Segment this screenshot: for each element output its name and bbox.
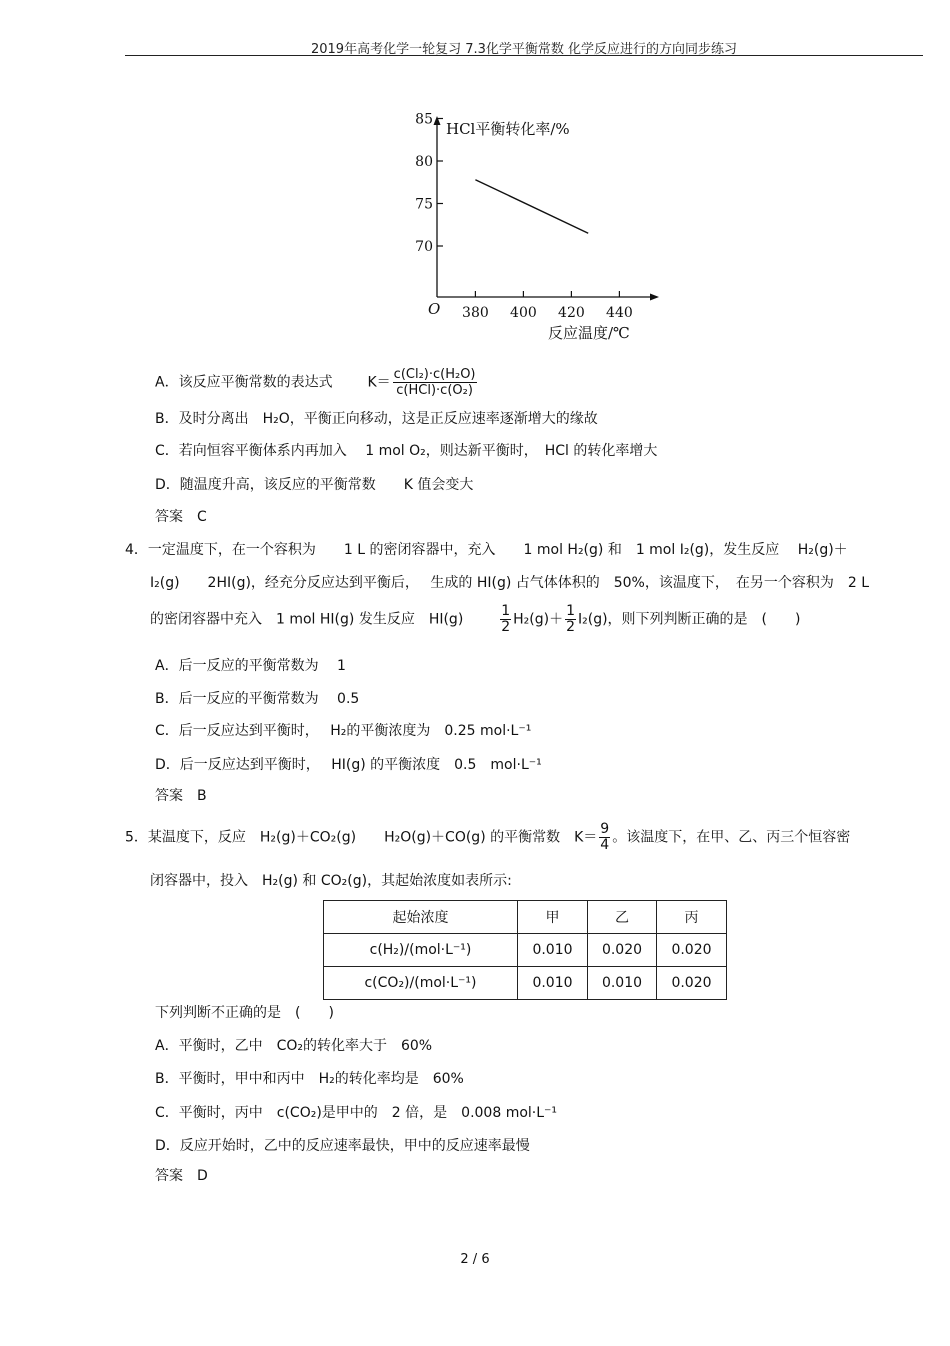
q4-stem-line3-b: H₂(g)＋	[513, 611, 564, 628]
q3-option-d: D．随温度升高，该反应的平衡常数 K 值会变大	[155, 477, 474, 493]
q5-answer: 答案 D	[155, 1168, 208, 1184]
y-axis-arrow	[434, 116, 441, 125]
q5-stem-line1-a: 5．某温度下，反应 H₂(g)＋CO₂(g) H₂O(g)＋CO(g) 的平衡常数 K＝	[125, 829, 598, 846]
equilibrium-constant-fraction	[393, 367, 477, 398]
q5-stem-line1	[125, 822, 850, 853]
table-cell: 0.020	[588, 934, 657, 967]
fraction-denominator: 2	[501, 619, 511, 635]
page-header: 2019年高考化学一轮复习 7.3化学平衡常数 化学反应进行的方向同步练习	[310, 42, 738, 57]
q3-option-a	[155, 367, 479, 398]
fraction-numerator: 9	[600, 821, 610, 837]
q3-answer: 答案 C	[155, 509, 207, 525]
x-tick-label: 420	[558, 305, 585, 321]
y-tick-label: 75	[415, 196, 433, 213]
q3-option-c: C．若向恒容平衡体系内再加入 1 mol O₂，则达新平衡时， HCl 的转化率增大	[155, 443, 658, 459]
q4-stem-line3	[150, 604, 800, 635]
y-tick-label: 70	[415, 239, 433, 255]
q5-stem-line1-b: 。该温度下，在甲、乙、丙三个恒容密	[612, 829, 851, 846]
q4-answer: 答案 B	[155, 788, 207, 804]
q5-stem-line2: 闭容器中，投入 H₂(g) 和 CO₂(g)，其起始浓度如表所示:	[150, 873, 512, 889]
table-cell: c(H₂)/(mol·L⁻¹)	[324, 934, 518, 967]
table-row	[324, 934, 727, 967]
q4-stem-line3-c: I₂(g)，则下列判断正确的是 ( )	[578, 611, 801, 628]
q5-option-d: D．反应开始时，乙中的反应速率最快，甲中的反应速率最慢	[155, 1138, 530, 1154]
q3-option-b: B．及时分离出 H₂O，平衡正向移动，这是正反应速率逐渐增大的缘故	[155, 411, 598, 427]
fraction-numerator: c(Cl₂)·c(H₂O)	[393, 367, 476, 382]
table-cell: 0.010	[588, 967, 657, 1000]
x-tick-label: 400	[510, 305, 537, 321]
origin-label: O	[428, 300, 441, 318]
initial-concentration-table	[323, 900, 727, 1000]
q4-option-d: D．后一反应达到平衡时， HI(g) 的平衡浓度 0.5 mol·L⁻¹	[155, 757, 542, 773]
table-row	[324, 967, 727, 1000]
q5-option-a: A．平衡时，乙中 CO₂的转化率大于 60%	[155, 1038, 433, 1054]
q3-option-a-k: K＝	[367, 374, 391, 391]
y-axis-label: HCl平衡转化率/%	[446, 120, 570, 138]
table-header-cell: 甲	[518, 901, 588, 934]
table-header-cell: 丙	[657, 901, 727, 934]
table-cell: 0.010	[518, 967, 588, 1000]
half-fraction	[565, 604, 576, 635]
table-header-cell: 起始浓度	[324, 901, 518, 934]
q5-stem: 下列判断不正确的是 ( )	[155, 1005, 334, 1021]
k-fraction	[599, 822, 610, 853]
page-number: 2 / 6	[460, 1252, 490, 1267]
fraction-denominator: 4	[600, 837, 610, 853]
x-tick-label: 380	[462, 305, 489, 321]
fraction-numerator: 1	[501, 603, 511, 619]
header-rule	[125, 55, 923, 56]
hcl-conversion-chart	[400, 110, 670, 350]
q3-option-a-text: A．该反应平衡常数的表达式	[155, 374, 333, 391]
conversion-series-line	[475, 180, 588, 234]
q4-stem-line2: I₂(g) 2HI(g)，经充分反应达到平衡后， 生成的 HI(g) 占气体体积的 50%，该温度下， 在另一个容积为 2 L	[150, 575, 870, 591]
fraction-denominator: 2	[566, 619, 575, 635]
y-tick-label: 85	[415, 111, 433, 128]
x-tick-label: 440	[606, 305, 633, 321]
fraction-denominator: c(HCl)·c(O₂)	[396, 383, 473, 398]
q5-option-c: C．平衡时，丙中 c(CO₂)是甲中的 2 倍，是 0.008 mol·L⁻¹	[155, 1105, 558, 1121]
x-axis-arrow	[650, 294, 659, 301]
table-header-row	[324, 901, 727, 934]
table-cell: 0.020	[657, 934, 727, 967]
q4-stem-line3-a: 的密闭容器中充入 1 mol HI(g) 发生反应 HI(g)	[150, 611, 464, 628]
q5-option-b: B．平衡时，甲中和丙中 H₂的转化率均是 60%	[155, 1071, 464, 1087]
y-tick-label: 80	[415, 154, 433, 170]
table-cell: 0.020	[657, 967, 727, 1000]
q4-option-a: A．后一反应的平衡常数为 1	[155, 658, 346, 674]
q4-option-b: B．后一反应的平衡常数为 0.5	[155, 691, 360, 707]
x-axis-label: 反应温度/℃	[548, 324, 630, 342]
fraction-numerator: 1	[566, 603, 575, 619]
q4-stem-line1: 4．一定温度下，在一个容积为 1 L 的密闭容器中，充入 1 mol H₂(g) 和 1 mol I₂(g)，发生反应 H₂(g)＋	[125, 542, 848, 558]
table-header-cell: 乙	[588, 901, 657, 934]
table-cell: c(CO₂)/(mol·L⁻¹)	[324, 967, 518, 1000]
q4-option-c: C．后一反应达到平衡时， H₂的平衡浓度为 0.25 mol·L⁻¹	[155, 723, 532, 739]
half-fraction	[500, 604, 511, 635]
table-cell: 0.010	[518, 934, 588, 967]
